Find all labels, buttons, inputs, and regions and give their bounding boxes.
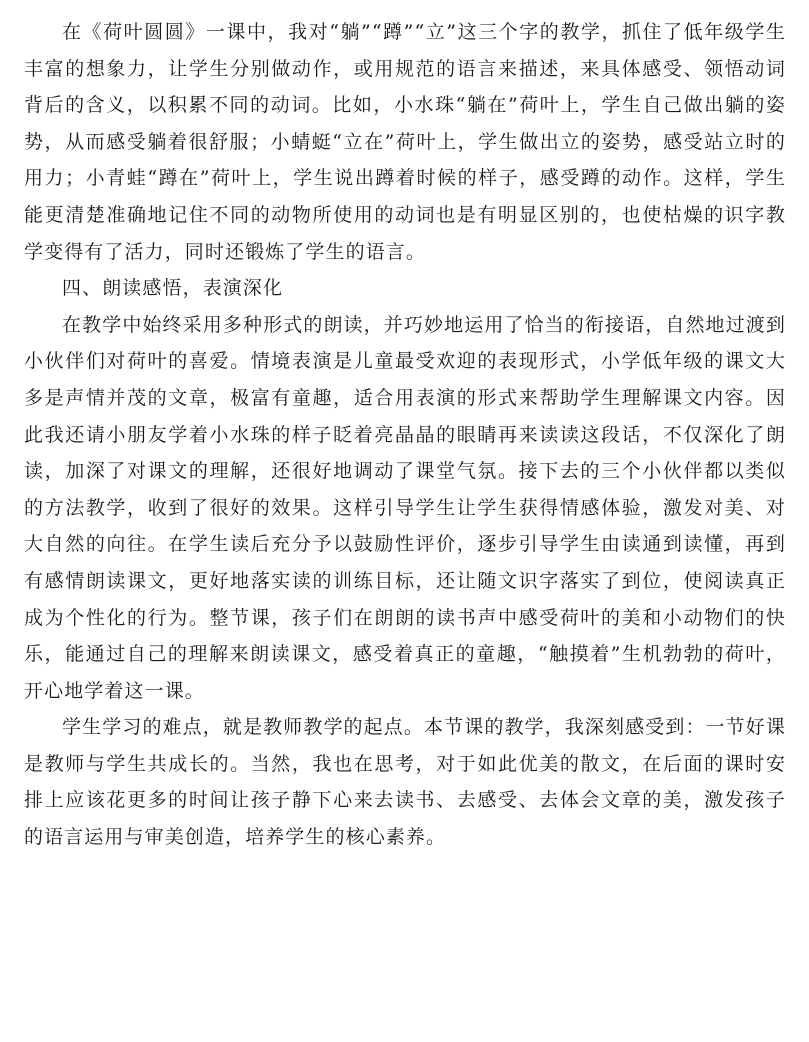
paragraph-vocabulary-teaching: 在《荷叶圆圆》一课中，我对“躺”“蹲”“立”这三个字的教学，抓住了低年级学生丰富的想象力，让学生分别做动作，或用规范的语言来描述，来具体感受、领悟动词背后的含义，以积累不同的动词。比如，小水珠“躺在”荷叶上，学生自己做出躺的姿势，从而感受躺着很舒服；小蜻蜓“立在”荷叶上，学生做出立的姿势，感受站立时的用力；小青蛙“蹲在”荷叶上，学生说出蹲着时候的样子，感受蹲的动作。这样，学生能更清楚准确地记住不同的动物所使用的动词也是有明显区别的，也使枯燥的识字教学变得有了活力，同时还锻炼了学生的语言。 [24, 21, 786, 263]
section-heading-reading: 四、朗读感悟，表演深化 [62, 277, 284, 300]
paragraph-reflection: 学生学习的难点，就是教师教学的起点。本节课的教学，我深刻感受到：一节好课是教师与学生共成长的。当然，我也在思考，对于如此优美的散文，在后面的课时安排上应该花更多的时间让孩子静下心来去读书、去感受、去体会文章的美，激发孩子的语言运用与审美创造，培养学生的核心素养。 [24, 716, 786, 849]
document-page [24, 14, 786, 856]
paragraph-reading-performance: 在教学中始终采用多种形式的朗读，并巧妙地运用了恰当的衔接语，自然地过渡到小伙伴们对荷叶的喜爱。情境表演是儿童最受欢迎的表现形式，小学低年级的课文大多是声情并茂的文章，极富有童趣，适合用表演的形式来帮助学生理解课文内容。因此我还请小朋友学着小水珠的样子眨着亮晶晶的眼睛再来读读这段话，不仅深化了朗读，加深了对课文的理解，还很好地调动了课堂气氛。接下去的三个小伙伴都以类似的方法教学，收到了很好的效果。这样引导学生让学生获得情感体验，激发对美、对大自然的向往。在学生读后充分予以鼓励性评价，逐步引导学生由读通到读懂，再到有感情朗读课文，更好地落实读的训练目标，还让随文识字落实了到位，使阅读真正成为个性化的行为。整节课，孩子们在朗朗的读书声中感受荷叶的美和小动物们的快乐，能通过自己的理解来朗读课文，感受着真正的童趣，“触摸着”生机勃勃的荷叶，开心地学着这一课。 [24, 313, 786, 702]
